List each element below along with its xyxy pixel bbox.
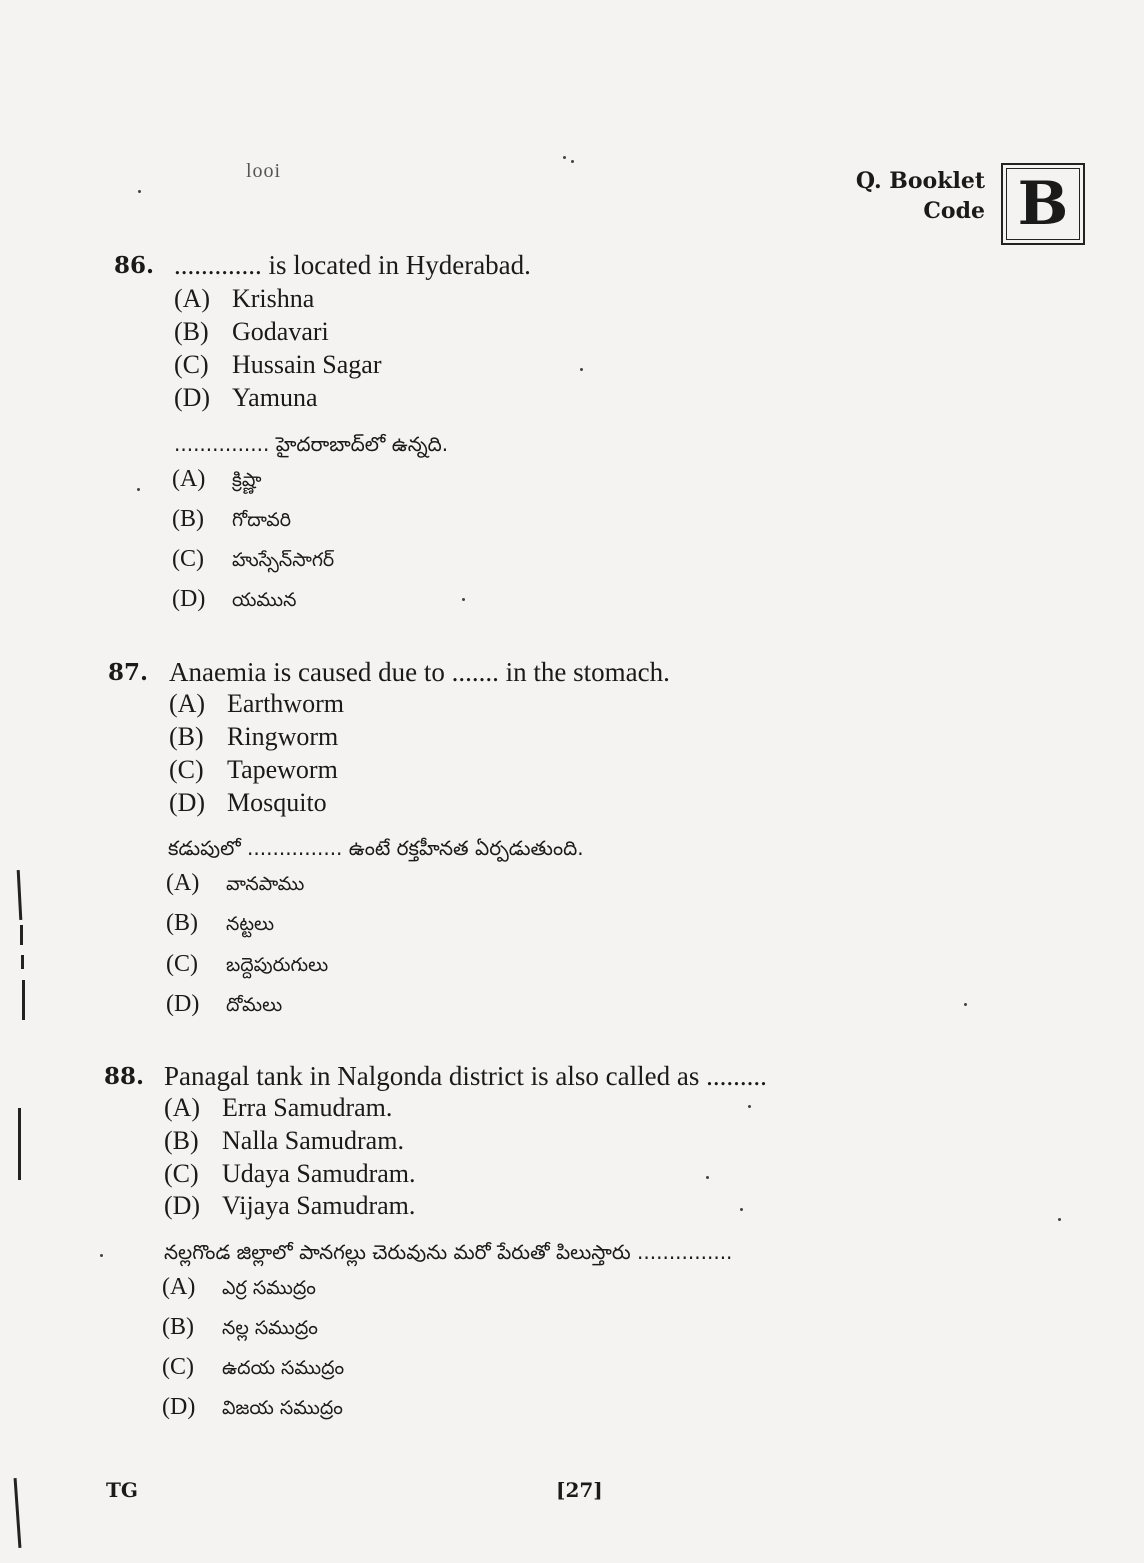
scan-speck <box>1058 1218 1061 1221</box>
booklet-label-line1: Q. Booklet <box>855 168 985 194</box>
option-text: Yamuna <box>232 383 318 412</box>
option-label: (D) <box>166 991 200 1017</box>
option-text: Mosquito <box>227 788 327 817</box>
question-number: 86. <box>114 252 155 279</box>
option-label: (C) <box>164 1159 199 1188</box>
option-te <box>172 586 296 616</box>
option-te <box>162 1314 318 1344</box>
option-label: (B) <box>174 317 209 346</box>
option-label: (A) <box>164 1093 201 1122</box>
booklet-code-label <box>820 166 985 226</box>
question-text-te: నల్లగొండ జిల్లాలో పానగల్లు చెరువును మరో పేరుతో పిలుస్తారు ............... <box>164 1240 733 1264</box>
option-en <box>174 383 317 413</box>
option-text: ఎర్ర సముద్రం <box>222 1277 316 1299</box>
booklet-label-line2: Code <box>923 198 985 224</box>
option-en <box>164 1191 415 1221</box>
option-label: (B) <box>162 1314 194 1340</box>
option-text: గోదావరి <box>232 509 292 531</box>
question-text-te: కడుపులో ............... ఉంటే రక్తహీనత ఏర్పడుతుంది. <box>168 836 584 860</box>
scan-speck <box>571 160 574 163</box>
question-text-te: ............... హైదరాబాద్‌లో ఉన్నది. <box>174 432 449 456</box>
option-en <box>169 722 338 752</box>
question-text-en: Panagal tank in Nalgonda district is also called as ......... <box>164 1061 767 1091</box>
scan-speck <box>706 1176 709 1179</box>
option-text: Krishna <box>232 284 315 313</box>
option-te <box>172 506 291 536</box>
option-text: వానపాము <box>226 873 305 895</box>
option-text: Nalla Samudram. <box>222 1126 404 1155</box>
option-te <box>166 991 282 1021</box>
option-label: (B) <box>166 910 198 936</box>
option-text: నట్టలు <box>226 913 275 935</box>
scan-speck <box>580 368 583 371</box>
option-en <box>174 317 329 347</box>
question-text-en: Anaemia is caused due to ....... in the stomach. <box>169 657 670 687</box>
option-label: (C) <box>169 755 204 784</box>
option-te <box>166 951 328 981</box>
question-number: 87. <box>108 659 149 686</box>
option-text: ఉదయ సముద్రం <box>222 1357 345 1379</box>
scan-margin-mark <box>18 1108 21 1180</box>
option-label: (D) <box>169 788 206 817</box>
option-label: (A) <box>169 689 206 718</box>
scan-speck <box>748 1105 751 1108</box>
option-label: (B) <box>164 1126 199 1155</box>
option-text: హుస్సేన్‌సాగర్ <box>232 549 335 571</box>
option-label: (D) <box>172 586 206 612</box>
option-label: (C) <box>174 350 209 379</box>
scan-margin-mark <box>21 955 24 969</box>
option-text: Godavari <box>232 317 329 346</box>
option-label: (A) <box>174 284 211 313</box>
option-te <box>162 1394 343 1424</box>
question-number: 88. <box>104 1063 145 1090</box>
option-text: బద్దెపురుగులు <box>226 954 329 976</box>
footer-exam-code: TG <box>106 1478 138 1502</box>
option-en <box>174 284 314 314</box>
booklet-code-box <box>1001 163 1085 245</box>
option-te <box>166 910 274 940</box>
option-te <box>172 466 262 496</box>
option-text: Tapeworm <box>227 755 338 784</box>
option-text: Ringworm <box>227 722 339 751</box>
scan-speck <box>563 156 566 159</box>
page-number: [27] <box>556 1478 603 1502</box>
option-text: Vijaya Samudram. <box>222 1191 416 1220</box>
option-text: యమున <box>232 589 297 611</box>
option-text: Earthworm <box>227 689 344 718</box>
option-en <box>169 788 327 818</box>
option-label: (A) <box>162 1274 196 1300</box>
option-text: దోమలు <box>226 994 283 1016</box>
scan-speck <box>137 488 140 491</box>
option-label: (B) <box>172 506 204 532</box>
scan-speck <box>462 598 465 601</box>
booklet-code-letter: B <box>1017 169 1069 239</box>
scan-speck <box>100 1254 103 1257</box>
option-text: క్రిష్ణా <box>232 469 262 491</box>
option-te <box>162 1354 344 1384</box>
option-label: (D) <box>164 1191 201 1220</box>
scan-margin-mark <box>14 1478 22 1548</box>
option-label: (B) <box>169 722 204 751</box>
scan-speck <box>138 190 141 193</box>
option-text: నల్ల సముద్రం <box>222 1317 318 1339</box>
option-en <box>164 1159 416 1189</box>
option-label: (C) <box>162 1354 194 1380</box>
option-te <box>172 546 334 576</box>
question-text-en: ............. is located in Hyderabad. <box>174 250 531 280</box>
option-label: (D) <box>162 1394 196 1420</box>
option-en <box>164 1126 404 1156</box>
option-en <box>164 1093 392 1123</box>
option-label: (C) <box>166 951 198 977</box>
option-label: (D) <box>174 383 211 412</box>
option-en <box>169 689 344 719</box>
option-text: Hussain Sagar <box>232 350 382 379</box>
option-te <box>162 1274 316 1304</box>
scan-speck <box>964 1003 967 1006</box>
option-label: (C) <box>172 546 204 572</box>
scan-margin-mark <box>17 870 23 920</box>
option-text: Erra Samudram. <box>222 1093 393 1122</box>
option-label: (A) <box>172 466 206 492</box>
option-en <box>174 350 381 380</box>
option-label: (A) <box>166 870 200 896</box>
scan-speck <box>740 1208 743 1211</box>
option-te <box>166 870 304 900</box>
option-en <box>169 755 338 785</box>
scan-margin-mark <box>20 925 23 945</box>
scan-margin-mark <box>22 980 25 1020</box>
option-text: Udaya Samudram. <box>222 1159 416 1188</box>
smudge-text: looi <box>246 160 282 182</box>
option-text: విజయ సముద్రం <box>222 1397 343 1419</box>
